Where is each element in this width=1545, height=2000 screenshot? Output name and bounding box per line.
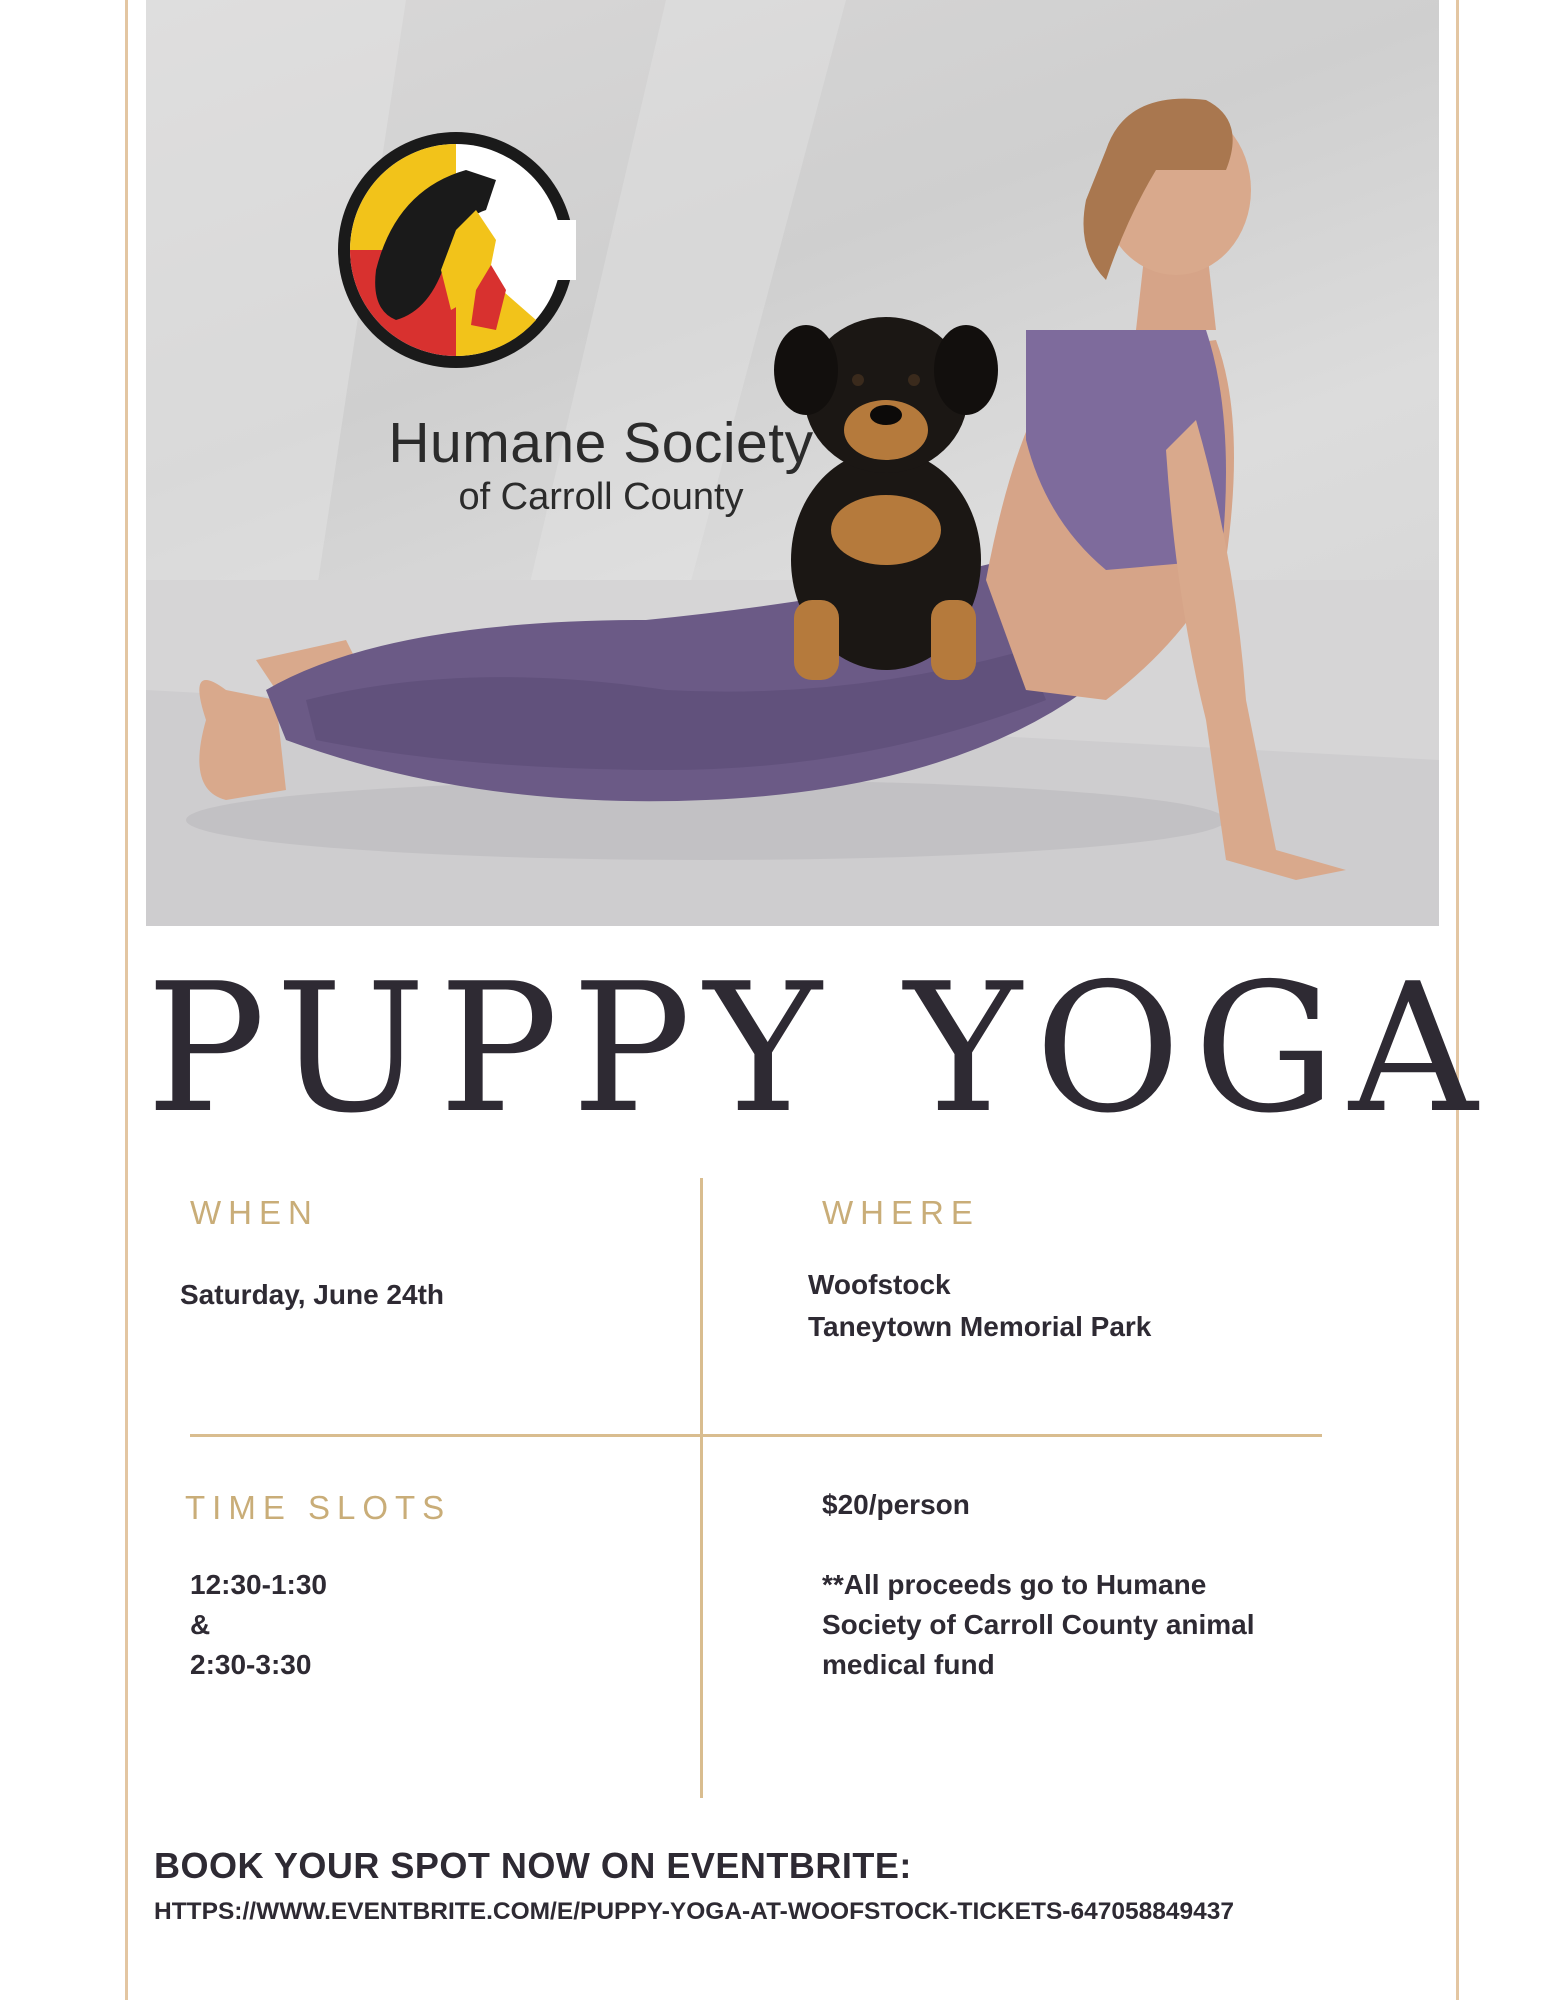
divider-vertical xyxy=(700,1178,703,1798)
proceeds-note-line3: medical fund xyxy=(822,1649,995,1680)
booking-link[interactable]: HTTPS://WWW.EVENTBRITE.COM/E/PUPPY-YOGA-AT-WOOFSTOCK-TICKETS-647058849437 xyxy=(154,1898,1234,1925)
where-label: WHERE xyxy=(822,1194,980,1231)
when-label: WHEN xyxy=(190,1194,319,1231)
time-slot-2: 2:30-3:30 xyxy=(190,1649,312,1680)
booking-heading: BOOK YOUR SPOT NOW ON EVENTBRITE: xyxy=(154,1845,912,1886)
organization-name: Humane Society xyxy=(388,411,814,475)
ticket-price: $20/person xyxy=(822,1489,970,1520)
maryland-c-emblem-icon xyxy=(336,120,576,390)
divider-horizontal xyxy=(190,1434,1322,1437)
hero-photo xyxy=(146,0,1439,926)
frame-border-left xyxy=(125,0,128,2000)
organization-subtitle: of Carroll County xyxy=(458,476,744,518)
proceeds-note-line2: Society of Carroll County animal xyxy=(822,1609,1255,1640)
event-title: PUPPY YOGA xyxy=(146,945,1491,1152)
event-date: Saturday, June 24th xyxy=(180,1279,445,1310)
venue-name: Woofstock xyxy=(808,1269,951,1300)
time-slots-label: TIME SLOTS xyxy=(185,1489,452,1526)
time-slot-separator: & xyxy=(190,1609,211,1640)
time-slot-1: 12:30-1:30 xyxy=(190,1569,327,1600)
proceeds-note-line1: **All proceeds go to Humane xyxy=(822,1569,1207,1600)
venue-location: Taneytown Memorial Park xyxy=(808,1311,1152,1342)
organization-logo xyxy=(336,120,866,530)
